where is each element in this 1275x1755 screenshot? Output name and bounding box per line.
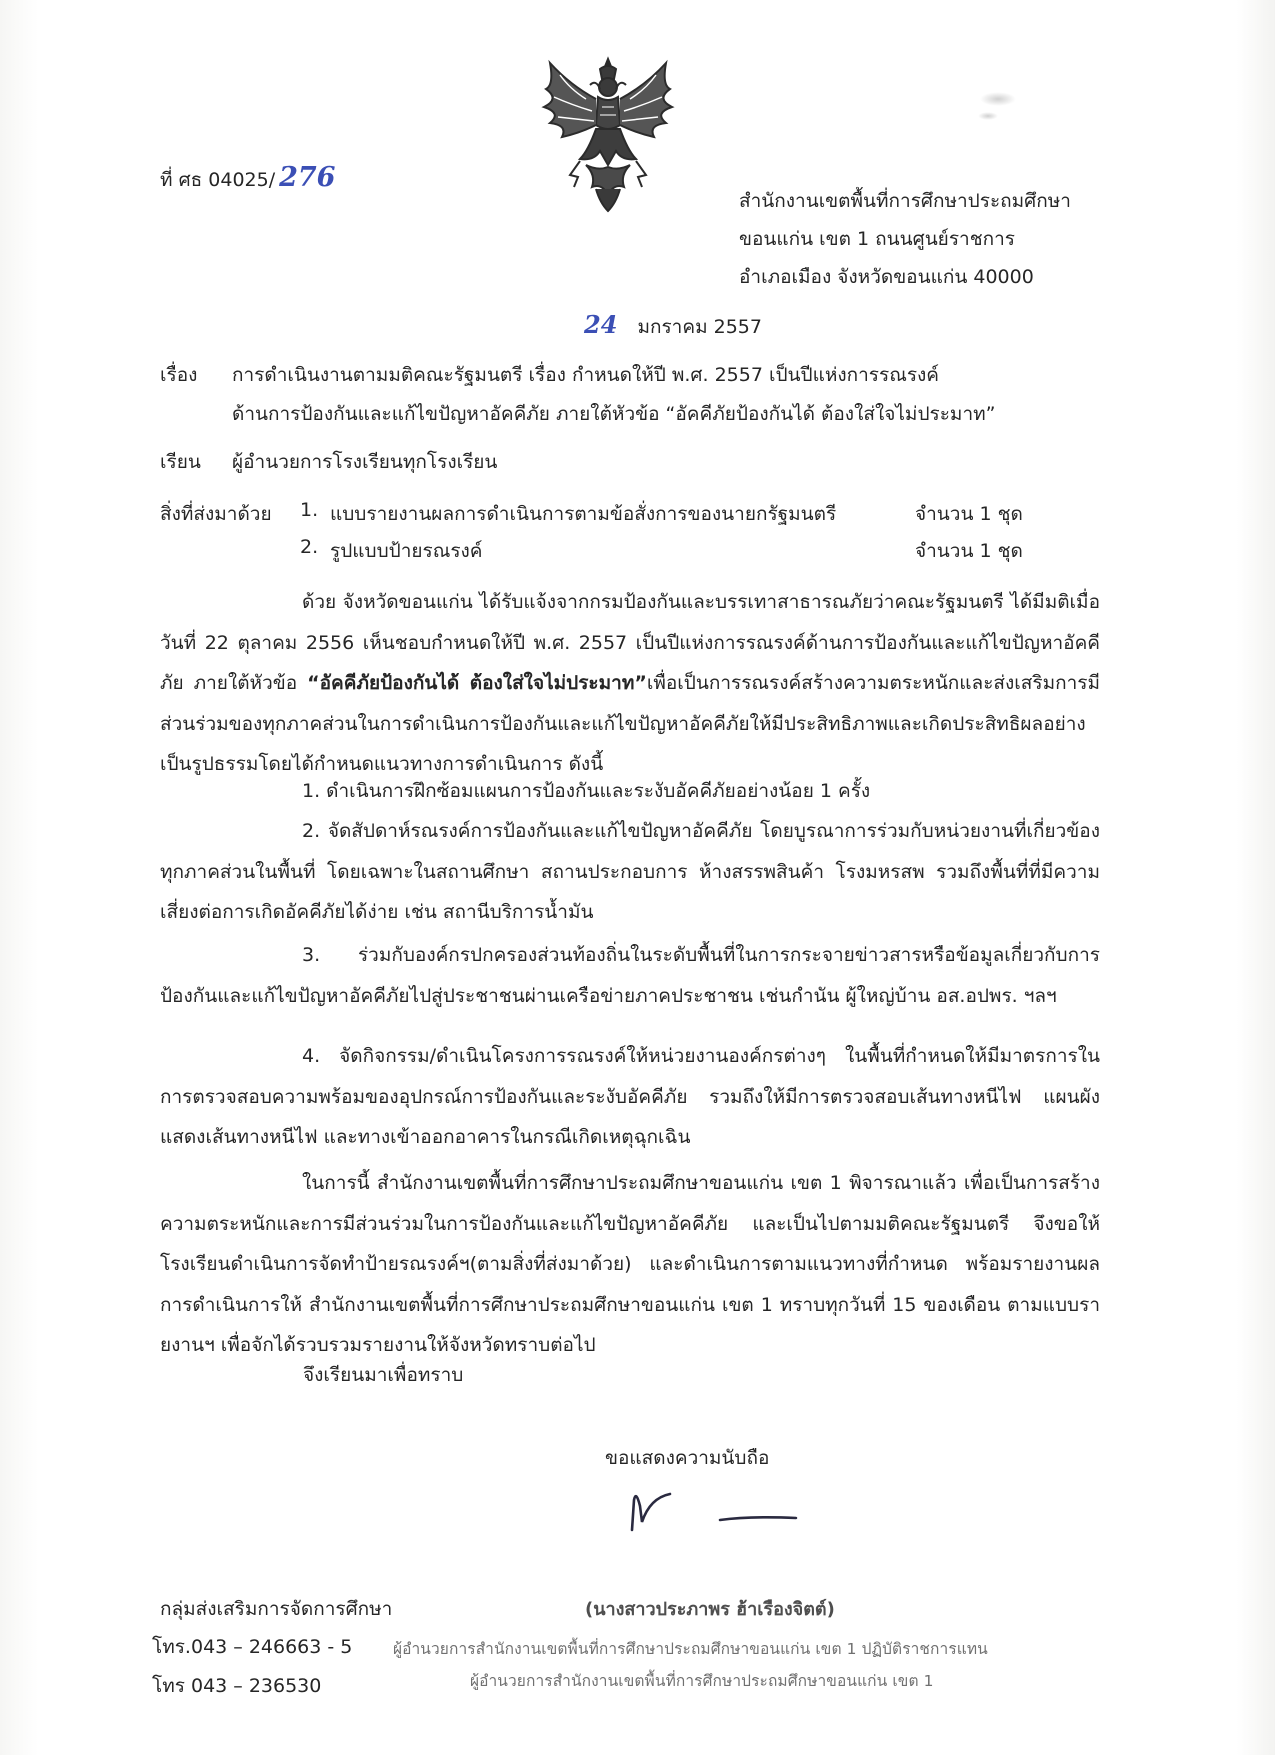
recipient-text: ผู้อำนวยการโรงเรียนทุกโรงเรียน — [232, 451, 498, 473]
signer-title-stamp-line1: ผู้อำนวยการสำนักงานเขตพื้นที่การศึกษาประถมศึกษาขอนแก่น เขต 1 ปฏิบัติราชการแทน — [393, 1640, 988, 1658]
document-number-prefix: ที่ ศธ 04025/ — [160, 169, 276, 191]
garuda-emblem — [540, 55, 676, 215]
guideline-item-1 — [160, 771, 1100, 812]
guideline-item-4 — [160, 1036, 1100, 1158]
footer-phone-1: โทร.043 – 246663 - 5 — [152, 1636, 353, 1658]
guideline-item-2 — [160, 811, 1100, 933]
signer-title-stamp-line2: ผู้อำนวยการสำนักงานเขตพื้นที่การศึกษาประถมศึกษาขอนแก่น เขต 1 — [470, 1672, 934, 1690]
document-number — [160, 162, 335, 195]
body-paragraph-2 — [160, 1163, 1100, 1366]
scan-smudge — [978, 112, 998, 120]
body-paragraph-1-campaign-slogan: “อัคคีภัยป้องกันได้ ต้องใส่ใจไม่ประมาท” — [307, 672, 647, 694]
date-month-year: มกราคม 2557 — [637, 316, 762, 338]
body-paragraph-2-text: ในการนี้ สำนักงานเขตพื้นที่การศึกษาประถมศึกษาขอนแก่น เขต 1 พิจารณาแล้ว เพื่อเป็นการสร้างความตระหนักและการมีส่วนร่วมในการป้องกันและแก้ไขปัญหาอัคคีภัย และเป็นไปตามมติคณะรัฐมนตรี จึงขอให้โรงเรียนดำเนินการจัดทำป้ายรณรงค์ฯ(ตามสิ่งที่ส่งมาด้วย) และดำเนินการตามแนวทางที่กำหนด พร้อมรายงานผลการดำเนินการให้ สำนักงานเขตพื้นที่การศึกษาประถมศึกษาขอนแก่น เขต 1 ทราบทุกวันที่ 15 ของเดือน ตามแบบรายงานฯ เพื่อจักได้รวบรวมรายงานให้จังหวัดทราบต่อไป — [160, 1172, 1100, 1356]
enclosure-item-2-text: รูปแบบป้ายรณรงค์ — [330, 540, 483, 562]
office-address-line1: สำนักงานเขตพื้นที่การศึกษาประถมศึกษา — [739, 190, 1071, 212]
handwritten-signature — [620, 1478, 800, 1538]
enclosure-item-2-qty: จำนวน 1 ชุด — [915, 540, 1023, 562]
scan-smudge — [980, 92, 1016, 106]
office-address-line3: อำเภอเมือง จังหวัดขอนแก่น 40000 — [739, 266, 1034, 288]
body-paragraph-1-text-a: ด้วย จังหวัดขอนแก่น ได้รับแจ้งจากกรมป้องกันและบรรเทาสาธารณภัยว่าคณะรัฐมนตรี ได้มีมติเมื่อวันที่ 22 ตุลาคม 2556 เห็นชอบกำหนดให้ปี พ.ศ. 2557 เป็นปีแห่งการรณรงค์ด้านการป้องกันและแก้ไขปัญหาอัคคีภัย ภายใต้หัวข้อ — [160, 591, 1100, 694]
enclosure-item-1-num: 1. — [300, 499, 319, 521]
enclosure-item-2-num: 2. — [300, 536, 319, 558]
document-number-handwritten: 276 — [279, 162, 336, 193]
enclosures-label: สิ่งที่ส่งมาด้วย — [160, 503, 272, 525]
body-paragraph-1-text-b: เพื่อเป็นการรณรงค์สร้างความตระหนักและส่งเสริมการมีส่วนร่วมของทุกภาคส่วนในการดำเนินการป้องกันและแก้ไขปัญหาอัคคีภัยให้มีประสิทธิภาพและเกิดประสิทธิผลอย่างเป็นรูปธรรมโดยได้กำหนดแนวทางการดำเนินการ ดังนี้ — [160, 672, 1100, 775]
guideline-item-3-text: 3. ร่วมกับองค์กรปกครองส่วนท้องถิ่นในระดับพื้นที่ในการกระจายข่าวสารหรือข้อมูลเกี่ยวกับการป้องกันและแก้ไขปัญหาอัคคีภัยไปสู่ประชาชนผ่านเครือข่ายภาคประชาชน เช่นกำนัน ผู้ใหญ่บ้าน อส.อปพร. ฯลฯ — [160, 944, 1100, 1007]
footer-department: กลุ่มส่งเสริมการจัดการศึกษา — [160, 1598, 393, 1620]
guideline-item-3 — [160, 935, 1100, 1016]
guideline-item-2-text: 2. จัดสัปดาห์รณรงค์การป้องกันและแก้ไขปัญหาอัคคีภัย โดยบูรณาการร่วมกับหน่วยงานที่เกี่ยวข้องทุกภาคส่วนในพื้นที่ โดยเฉพาะในสถานศึกษา สถานประกอบการ ห้างสรรพสินค้า โรงมหรสพ รวมถึงพื้นที่ที่มีความเสี่ยงต่อการเกิดอัคคีภัยได้ง่าย เช่น สถานีบริการน้ำมัน — [160, 820, 1100, 923]
signer-name-stamp: (นางสาวประภาพร ฮ้าเรืองจิตต์) — [585, 1599, 835, 1620]
subject-line2: ด้านการป้องกันและแก้ไขปัญหาอัคคีภัย ภายใต้หัวข้อ “อัคคีภัยป้องกันได้ ต้องใส่ใจไม่ประมาท” — [232, 403, 996, 425]
subject-label: เรื่อง — [160, 364, 198, 386]
date-day-handwritten: 24 — [584, 310, 618, 339]
body-paragraph-1 — [160, 582, 1100, 785]
document-date — [584, 310, 762, 342]
enclosure-item-1-qty: จำนวน 1 ชุด — [915, 503, 1023, 525]
enclosure-item-1-text: แบบรายงานผลการดำเนินการตามข้อสั่งการของนายกรัฐมนตรี — [330, 503, 837, 525]
guideline-item-4-text: 4. จัดกิจกรรม/ดำเนินโครงการรณรงค์ให้หน่วยงานองค์กรต่างๆ ในพื้นที่กำหนดให้มีมาตรการในการตรวจสอบความพร้อมของอุปกรณ์การป้องกันและระงับอัคคีภัย รวมถึงให้มีการตรวจสอบเส้นทางหนีไฟ แผนผังแสดงเส้นทางหนีไฟ และทางเข้าออกอาคารในกรณีเกิดเหตุฉุกเฉิน — [160, 1045, 1100, 1148]
subject-line1: การดำเนินงานตามมติคณะรัฐมนตรี เรื่อง กำหนดให้ปี พ.ศ. 2557 เป็นปีแห่งการรณรงค์ — [232, 364, 940, 386]
recipient-label: เรียน — [160, 451, 201, 473]
footer-phone-2: โทร 043 – 236530 — [152, 1675, 322, 1697]
closing-text: จึงเรียนมาเพื่อทราบ — [303, 1364, 464, 1386]
guideline-item-1-text: 1. ดำเนินการฝึกซ้อมแผนการป้องกันและระงับอัคคีภัยอย่างน้อย 1 ครั้ง — [302, 780, 871, 802]
office-address-line2: ขอนแก่น เขต 1 ถนนศูนย์ราชการ — [739, 228, 1015, 250]
regards-text: ขอแสดงความนับถือ — [605, 1447, 770, 1469]
